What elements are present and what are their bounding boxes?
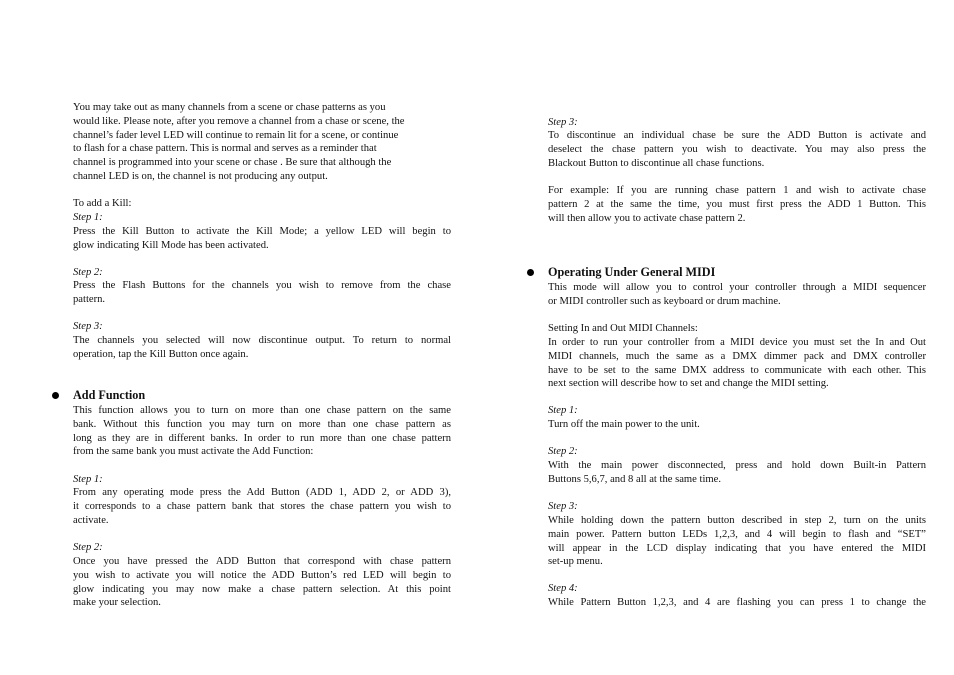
kill-step3-text: The channels you selected will now discontinue output. To return to normal operation, tap the Kill Button once again. (73, 335, 451, 360)
midi-step1-text: Turn off the main power to the unit. (548, 419, 700, 430)
midi-step4-label: Step 4: (548, 583, 578, 594)
kill-step2-text: Press the Flash Buttons for the channels you wish to remove from the chase pattern. (73, 280, 451, 305)
midi-setting-text: In order to run your controller from a MIDI device you must set the In and Out MIDI channels, much the same as a DMX dimmer pack and DMX controller have to be set to the same DMX address to communicate with each other. This next section will describe how to set and change the MIDI setting. (548, 337, 926, 390)
add-step3-label: Step 3: (548, 117, 578, 128)
add-step2-text: Once you have pressed the ADD Button that correspond with chase pattern you wish to activate you will notice the ADD Button’s red LED will begin to glow indicating you may now make a chase pattern selection. At this point make your selection. (73, 556, 451, 609)
bullet-add-function (52, 392, 59, 399)
kill-step2-label: Step 2: (73, 267, 103, 278)
kill-title: To add a Kill: (73, 198, 132, 209)
example-paragraph: For example: If you are running chase pattern 1 and wish to activate chase pattern 2 at the same the time, you must first press the ADD 1 Button. This will then allow you to activate chase pattern 2. (548, 185, 926, 224)
add-function-intro: This function allows you to turn on more than one chase pattern on the same bank. Without this function you may turn on more than one chase pattern as long as they are in different banks. In order to run more than one chase pattern from the same bank you must activate the Add Function: (73, 405, 451, 458)
add-step2-label: Step 2: (73, 542, 103, 553)
add-step3-text: To discontinue an individual chase be sure the ADD Button is activate and deselect the chase pattern you wish to deactivate. You may also press the Blackout Button to discontinue all chase functions. (548, 130, 926, 169)
bullet-midi (527, 269, 534, 276)
midi-step1-label: Step 1: (548, 405, 578, 416)
kill-step1-label: Step 1: (73, 212, 103, 223)
midi-step2-label: Step 2: (548, 446, 578, 457)
add-function-heading: Add Function (73, 388, 146, 402)
midi-step3-text: While holding down the pattern button described in step 2, turn on the units main power. Pattern button LEDs 1,2,3, and 4 will begin to flash and “SET” will appear in the LCD display indicating that you have entered the MIDI set-up menu. (548, 515, 926, 568)
midi-intro: This mode will allow you to control your controller through a MIDI sequencer or MIDI controller such as keyboard or drum machine. (548, 282, 926, 307)
add-step1-label: Step 1: (73, 474, 103, 485)
intro-paragraph: You may take out as many channels from a scene or chase patterns as you would like. Please note, after you remove a channel from a chase or scene, the channel’s fader level LED will continue to remain lit for a scene, or continue to flash for a chase pattern. This is normal and serves as a reminder that channel is programmed into your scene or chase . Be sure that although the channel LED is on, the channel is not producing any output. (73, 102, 405, 182)
midi-step3-label: Step 3: (548, 501, 578, 512)
midi-step4-text: While Pattern Button 1,2,3, and 4 are flashing you can press 1 to change the (548, 597, 926, 608)
midi-setting-title: Setting In and Out MIDI Channels: (548, 323, 698, 334)
kill-step3-label: Step 3: (73, 321, 103, 332)
midi-step2-text: With the main power disconnected, press and hold down Built-in Pattern Buttons 5,6,7, and 8 all at the same time. (548, 460, 926, 485)
kill-step1-text: Press the Kill Button to activate the Kill Mode; a yellow LED will begin to glow indicating Kill Mode has been activated. (73, 226, 451, 251)
midi-heading: Operating Under General MIDI (548, 265, 716, 279)
add-step1-text: From any operating mode press the Add Button (ADD 1, ADD 2, or ADD 3), it corresponds to a chase pattern bank that stores the chase pattern you wish to activate. (73, 487, 451, 526)
